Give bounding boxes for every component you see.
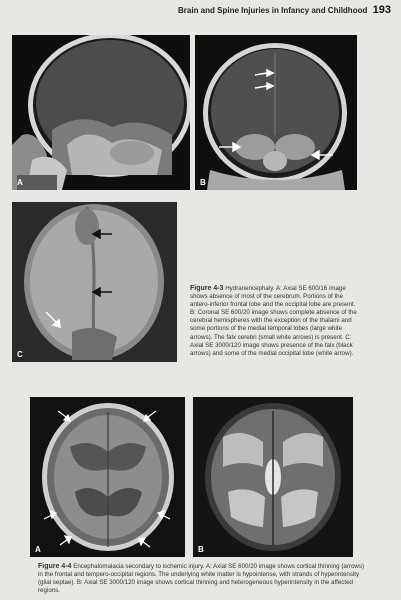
caption-label: Figure 4-4 [38,563,72,570]
axial-t2-mri-image [12,202,177,362]
figure-4-4-panel-b [193,397,353,557]
caption-text: Hydranencephaly. A: Axial SE 600/16 image shows absence of most of the cerebrum. Portions of the antero-inferior frontal lobe and the occipital lobe are present. B: Coronal SE 600/20 image shows complete absence of the cerebral hemispheres with the exception of the thalami and some portions of the medial temporal lobes (large white arrows). The falx cerebri (small white arrows) is present. C: Axial SE 3000/120 image shows presence of the falx (black arrows) and some of the medial occipital lobe (white arrow). [190,285,357,357]
figure-4-3-panel-b [195,35,357,190]
page-header [0,6,401,20]
caption-text: Encephalomalacia secondary to ischemic injury. A: Axial SE 600/20 image shows cortical thinning (arrows) in the frontal and tempero-occipital regions. The underlying white matter is hypointense, with strands of hyperintensity (glial septae). B: Axial SE 3000/120 image shows cortical thinning and heterogeneous hyperintensity in the affected regions. [38,563,365,595]
panel-label-b: B [200,178,206,187]
running-title: Brain and Spine Injuries in Infancy and Childhood [178,6,368,15]
figure-4-4-caption [38,563,368,595]
axial-t1-encephalomalacia-image [30,397,185,557]
figure-4-3-panel-a [12,35,190,190]
sagittal-mri-image [12,35,190,190]
figure-4-3-caption [190,285,360,358]
panel-label-b: B [198,545,204,554]
figure-4-3-panel-c [12,202,177,362]
figure-4-4-panel-a [30,397,185,557]
panel-label-a: A [17,178,23,187]
page-number: 193 [372,4,391,16]
axial-t2-encephalomalacia-image [193,397,353,557]
panel-label-a: A [35,545,41,554]
panel-label-c: C [17,350,23,359]
caption-label: Figure 4-3 [190,285,224,292]
coronal-mri-image [195,35,357,190]
